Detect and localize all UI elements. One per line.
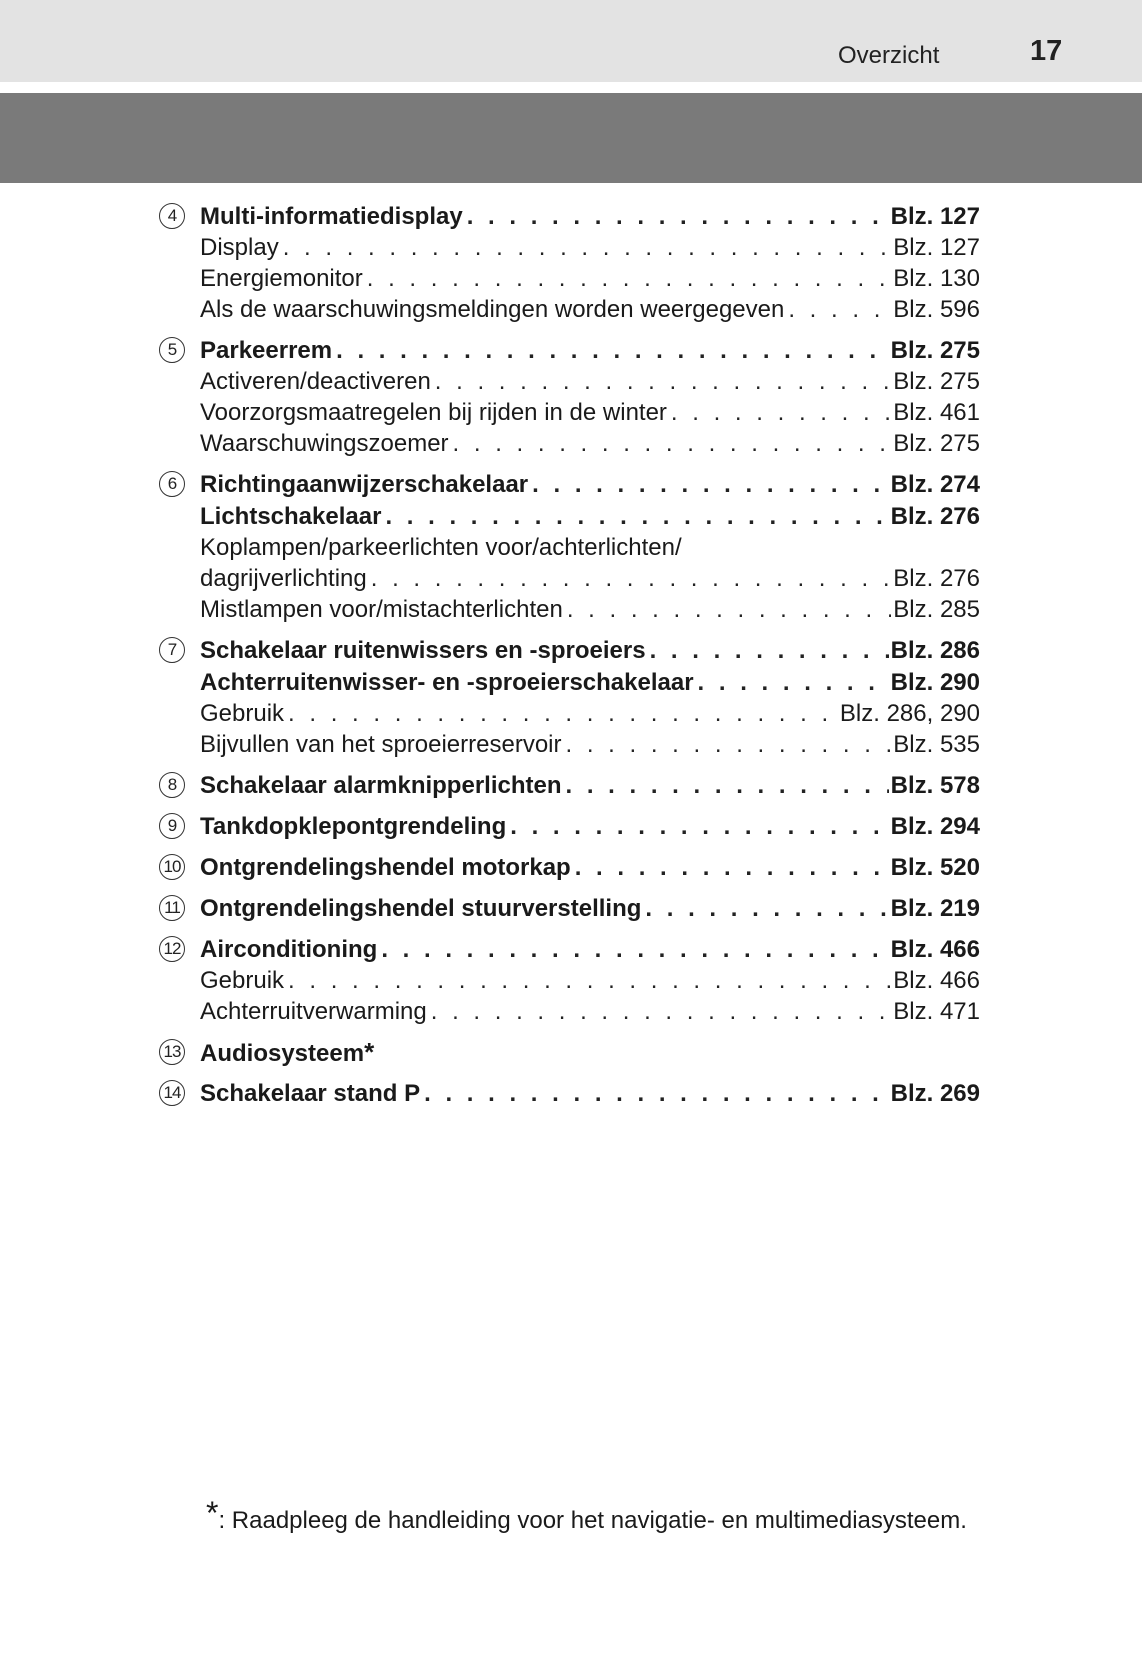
toc-subentry-row[interactable] (200, 965, 980, 996)
toc-subentry-row[interactable] (200, 532, 980, 563)
entry-label: Waarschuwingszoemer (200, 430, 449, 457)
footnote-marker: * (206, 1495, 219, 1531)
dot-leader (671, 397, 891, 428)
dot-leader (575, 851, 889, 884)
toc-heading-row[interactable] (200, 634, 980, 666)
toc-subentry-row[interactable] (200, 397, 980, 428)
toc-group (0, 1036, 1142, 1068)
toc-heading-row[interactable] (200, 334, 980, 366)
entry-label: Ontgrendelingshendel stuurverstelling (200, 895, 642, 922)
dot-leader (288, 698, 838, 729)
dot-leader (385, 500, 888, 533)
toc-group (0, 200, 1142, 325)
toc-group (0, 810, 1142, 842)
entry-label: Richtingaanwijzerschakelaar (200, 471, 529, 498)
item-number-badge: 6 (159, 471, 185, 497)
page-reference: Blz. 286, 290 (839, 700, 980, 727)
toc-heading-row[interactable] (200, 810, 980, 842)
entry-label: Display (200, 234, 279, 261)
entry-label: Gebruik (200, 967, 285, 994)
toc-subentry-row[interactable] (200, 698, 980, 729)
entry-label: Mistlampen voor/mistachterlichten (200, 596, 563, 623)
page-reference: Blz. 520 (890, 854, 980, 881)
page-reference: Blz. 596 (893, 296, 980, 323)
page-reference: Blz. 275 (893, 430, 980, 457)
dot-leader (336, 334, 889, 367)
item-number-badge: 12 (159, 936, 185, 962)
dot-leader (566, 729, 892, 760)
page-reference: Blz. 466 (890, 936, 980, 963)
entry-label: Airconditioning (200, 936, 378, 963)
item-number-badge: 5 (159, 337, 185, 363)
toc-heading-row[interactable] (200, 1077, 980, 1109)
toc-subentry-row[interactable] (200, 594, 980, 625)
item-number-badge: 9 (159, 813, 185, 839)
item-number-badge: 11 (159, 895, 185, 921)
toc-group (0, 334, 1142, 459)
entry-label: Voorzorgsmaatregelen bij rijden in de winter (200, 399, 667, 426)
entry-label: Multi-informatiedisplay (200, 203, 463, 230)
page-reference: Blz. 127 (893, 234, 980, 261)
toc-heading-row[interactable] (200, 200, 980, 232)
dot-leader (467, 200, 889, 233)
header-band (0, 0, 1142, 82)
entry-label: Lichtschakelaar (200, 503, 382, 530)
dot-leader (645, 892, 888, 925)
toc-group (0, 468, 1142, 625)
toc-heading-row[interactable] (200, 892, 980, 924)
page-reference: Blz. 269 (890, 1080, 980, 1107)
entry-label: Parkeerrem (200, 337, 333, 364)
section-banner (0, 93, 1142, 183)
entry-label: Achterruitenwisser- en -sproeierschakelaar (200, 669, 694, 696)
dot-leader (510, 810, 888, 843)
item-number-badge: 13 (159, 1039, 185, 1065)
item-number-badge: 4 (159, 203, 185, 229)
dot-leader (698, 666, 889, 699)
page-reference: Blz. 466 (893, 967, 980, 994)
entry-label: Schakelaar stand P (200, 1080, 421, 1107)
item-number-badge: 8 (159, 772, 185, 798)
page-reference: Blz. 130 (893, 265, 980, 292)
page-reference: Blz. 276 (893, 565, 980, 592)
toc-group (0, 933, 1142, 1027)
entry-label: Schakelaar alarmknipperlichten (200, 772, 562, 799)
entry-label: Tankdopklepontgrendeling (200, 813, 507, 840)
page-reference: Blz. 275 (890, 337, 980, 364)
dot-leader (381, 933, 888, 966)
entry-label: Audiosysteem (200, 1040, 365, 1067)
toc-subentry-row[interactable] (200, 428, 980, 459)
dot-leader (650, 634, 889, 667)
toc-subentry-row[interactable] (200, 366, 980, 397)
dot-leader (367, 263, 892, 294)
entry-label: Gebruik (200, 700, 285, 727)
dot-leader (431, 996, 892, 1027)
toc-subentry-row[interactable] (200, 294, 980, 325)
dot-leader (453, 428, 892, 459)
page-number: 17 (1030, 35, 1063, 67)
page-reference: Blz. 471 (893, 998, 980, 1025)
entry-label: Bijvullen van het sproeierreservoir (200, 731, 562, 758)
item-number-badge: 14 (159, 1080, 185, 1106)
dot-leader (371, 563, 892, 594)
entry-label: Ontgrendelingshendel motorkap (200, 854, 571, 881)
toc-subentry-row[interactable] (200, 996, 980, 1027)
toc-group (0, 892, 1142, 924)
footnote-text: : Raadpleeg de handleiding voor het navigatie- en multimediasysteem. (218, 1507, 967, 1534)
entry-label: Als de waarschuwingsmeldingen worden weergegeven (200, 296, 785, 323)
entry-label: Energiemonitor (200, 265, 363, 292)
toc-subentry-row[interactable] (200, 729, 980, 760)
page-reference: Blz. 294 (890, 813, 980, 840)
page-reference: Blz. 286 (890, 637, 980, 664)
toc-group (0, 634, 1142, 760)
toc-group (0, 851, 1142, 883)
page-reference: Blz. 276 (890, 503, 980, 530)
footnote-reference: * (364, 1037, 375, 1067)
dot-leader (424, 1077, 888, 1110)
item-number-badge: 7 (159, 637, 185, 663)
toc-heading-row[interactable] (200, 769, 980, 801)
toc-heading-row[interactable] (200, 851, 980, 883)
page-reference: Blz. 535 (893, 731, 980, 758)
toc-heading-row[interactable] (200, 933, 980, 965)
toc-subentry-row[interactable] (200, 263, 980, 294)
toc-subentry-row[interactable] (200, 232, 980, 263)
dot-leader (566, 769, 889, 802)
dot-leader (283, 232, 892, 263)
page-reference: Blz. 461 (893, 399, 980, 426)
entry-label: Activeren/deactiveren (200, 368, 431, 395)
toc-group (0, 1077, 1142, 1109)
page-reference: Blz. 285 (893, 596, 980, 623)
toc-heading-row[interactable] (200, 666, 980, 698)
entry-label: Schakelaar ruitenwissers en -sproeiers (200, 637, 646, 664)
entry-label: Achterruitverwarming (200, 998, 427, 1025)
entry-label: Koplampen/parkeerlichten voor/achterlichten/ (200, 534, 682, 561)
dot-leader (435, 366, 891, 397)
toc-heading-row[interactable] (200, 1036, 980, 1068)
toc-group (0, 769, 1142, 801)
footnote (206, 1495, 967, 1535)
toc-subentry-row[interactable] (200, 563, 980, 594)
page-reference: Blz. 578 (890, 772, 980, 799)
page-reference: Blz. 290 (890, 669, 980, 696)
page-reference: Blz. 275 (893, 368, 980, 395)
item-number-badge: 10 (159, 854, 185, 880)
dot-leader (532, 468, 888, 501)
dot-leader (788, 294, 891, 325)
page-reference: Blz. 127 (890, 203, 980, 230)
entry-label: dagrijverlichting (200, 565, 367, 592)
page-reference: Blz. 219 (890, 895, 980, 922)
toc-heading-row[interactable] (200, 468, 980, 500)
dot-leader (567, 594, 891, 625)
page-reference: Blz. 274 (890, 471, 980, 498)
section-title: Overzicht (838, 42, 940, 69)
dot-leader (288, 965, 891, 996)
table-of-contents (0, 200, 1142, 1118)
toc-heading-row[interactable] (200, 500, 980, 532)
